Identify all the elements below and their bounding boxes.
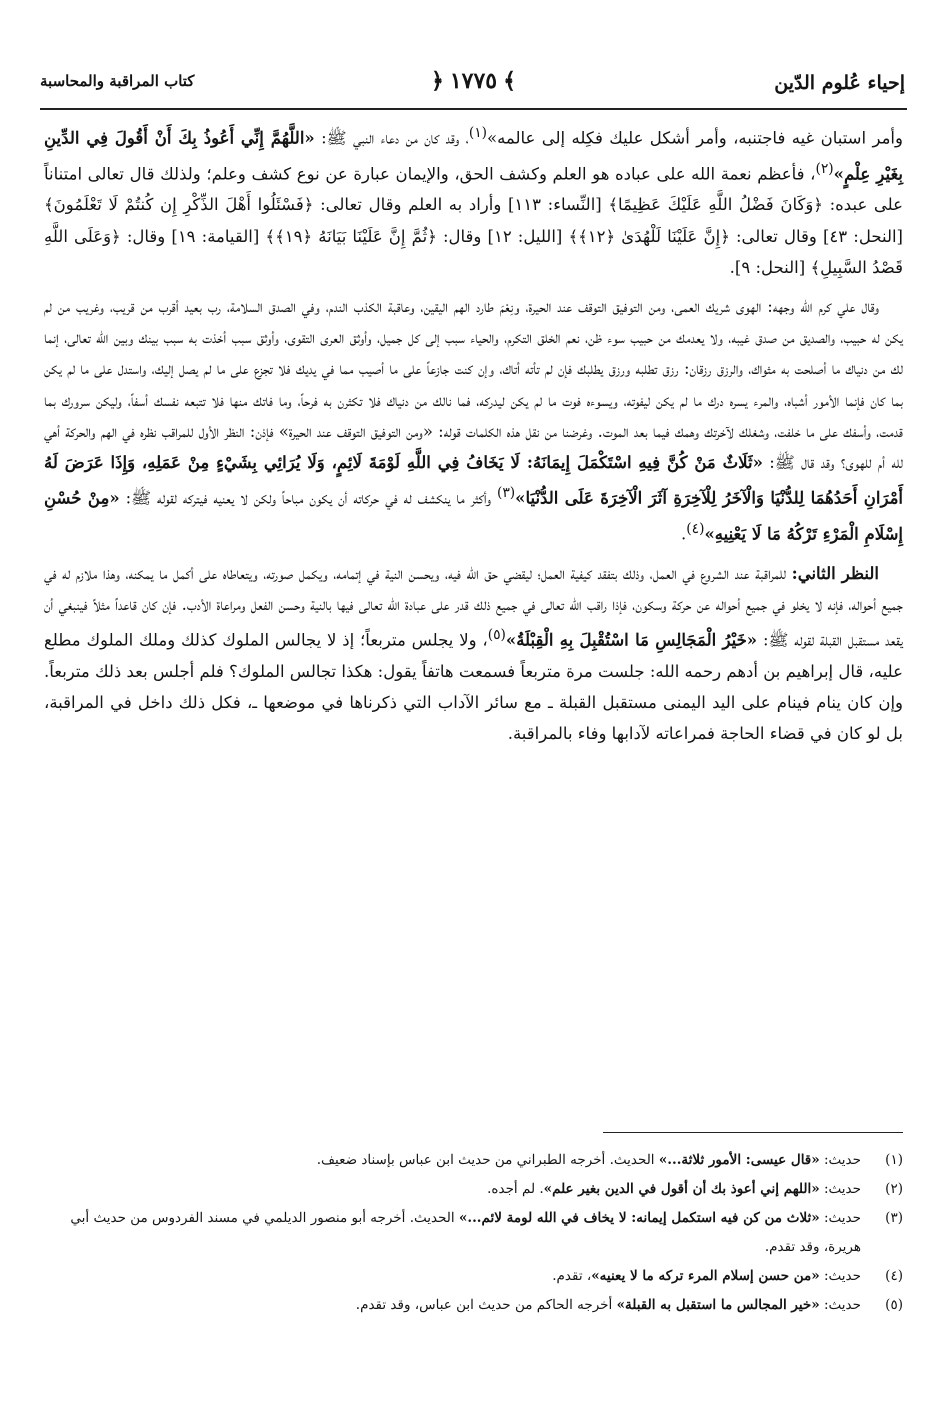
text-run: حديث:	[819, 1152, 861, 1168]
footnote-divider	[603, 1132, 903, 1133]
hadith-quote: «ثَلَاثٌ مَنْ كُنَّ فِيهِ اسْتَكْمَلَ إِيمَانَهُ: لَا يَخَافُ فِي اللَّهِ لَوْمَةَ لَائِمٍ، وَلَا يُرَائِي بِشَيْءٍ مِنْ عَمَلِهِ، وَإِذَا عَرَضَ لَهُ أَمْرَانِ أَحَدُهُمَا لِلدُّنْيَا وَالْآخَرُ لِلْآخِرَةِ آثَرَ الْآخِرَةَ عَلَى الدُّنْيَا»	[44, 453, 904, 508]
hadith-quote: «اللَّهُمَّ إِنِّي أَعُوذُ بِكَ أَنْ أَقُولَ فِي الدِّينِ بِغَيْرِ عِلْمٍ»	[44, 128, 903, 184]
hadith-quote: «خَيْرُ الْمَجَالِسِ مَا اسْتُقْبِلَ بِهِ الْقِبْلَةُ»	[505, 630, 758, 650]
footnote-number: (٢)	[885, 1181, 903, 1197]
text-run: ، وقد كان من دعاء النبي ﷺ:	[314, 128, 469, 148]
footnote-text	[44, 1204, 861, 1262]
main-text	[44, 118, 903, 757]
footnote	[44, 1262, 903, 1291]
footnote	[44, 1291, 903, 1320]
footnote-ref: (٣)	[497, 485, 516, 502]
hadith-quote: «اللهم إني أعوذ بك أن أقول في الدين بغير علم»	[543, 1181, 820, 1197]
hadith-quote: «مِنْ حُسْنِ إِسْلَامِ الْمَرْءِ تَرْكُهُ مَا لَا يَعْنِيهِ»	[44, 488, 903, 544]
text-run: الحديث. أخرجه أبو منصور الديلمي في مسند الفردوس من حديث أبي هريرة، وقد تقدم.	[70, 1210, 861, 1255]
footnote-number: (١)	[885, 1152, 903, 1168]
footnote	[44, 1146, 903, 1175]
text-run: للمراقبة عند الشروع في العمل، وذلك بتفقد كيفية العمل؛ ليقضي حق الله فيه، ويحسن النية في إتمامه، ويكمل صورته، ويتعاطاه على أكمل ما يمكنه، وهذا ملازم له في جميع أحواله، فإنه لا يخلو في جميع أحواله عن حركة وسكون، فإذا راقب الله تعالى في جميع ذلك قدر على عبادة الله تعالى فيها بالنية وحسن الفعل ومراعاة الأدب. فإن كان قاعداً مثلاً فينبغي أن يقعد مستقبل القبلة لقوله ﷺ:	[44, 563, 903, 650]
paragraph	[44, 291, 903, 550]
text-run: ، فأعظم نعمة الله على عباده هو العلم وكشف الحق، والإيمان عبارة عن نوع كشف وعلم؛ ولذلك قال تعالى امتناناً على عبده: ﴿وَكَانَ فَضْلُ اللَّهِ عَلَيْكَ عَظِيمًا﴾ [النِّساء: ١١٣] وأراد به العلم وقال تعالى: ﴿فَسْئَلُوا أَهْلَ الذِّكْرِ إِن كُنتُمْ لَا تَعْلَمُونَ﴾ [النحل: ٤٣] وقال تعالى: ﴿إِنَّ عَلَيْنَا لَلْهُدَىٰ ﴿١٢﴾﴾ [الليل: ١٢] وقال: ﴿ثُمَّ إِنَّ عَلَيْنَا بَيَانَهُ ﴿١٩﴾﴾ [القيامة: ١٩] وقال: ﴿وَعَلَى اللَّهِ قَصْدُ السَّبِيلِ﴾ [النحل: ٩].	[44, 164, 903, 277]
ornament-brace-icon: ﴾	[503, 68, 517, 94]
paragraph	[44, 118, 903, 283]
paragraph	[44, 558, 903, 750]
footnote-ref: (٥)	[487, 627, 506, 644]
footnote-number: (٣)	[885, 1210, 903, 1226]
text-run: وأكثر ما ينكشف له في حركاته أن يكون مباحاً ولكن لا يعنيه فيتركه لقوله ﷺ:	[119, 488, 497, 508]
page-number-value: ١٧٧٥	[449, 68, 498, 94]
footnote-ref: (١)	[468, 125, 487, 141]
hadith-quote: «قال عيسى: الأمور ثلاثة...»	[658, 1152, 820, 1168]
footnote	[44, 1175, 903, 1204]
hadith-quote: «ثلاث من كن فيه استكمل إيمانه: لا يخاف في الله لومة لائم...»	[458, 1210, 820, 1226]
header-divider	[40, 108, 907, 110]
ornament-brace-icon: ﴿	[430, 68, 444, 94]
text-run: ، تقدم.	[552, 1268, 592, 1284]
text-run: حديث:	[819, 1297, 861, 1313]
footnote-text	[44, 1146, 861, 1175]
text-run: حديث:	[819, 1210, 861, 1226]
text-run: أخرجه الحاكم من حديث ابن عباس، وقد تقدم.	[355, 1297, 617, 1313]
text-run: وقال علي كرم الله وجهه: الهوى شريك العمى، ومن التوفيق التوقف عند الحيرة، ونِعْمَ طارد الهم اليقين، وعاقبة الكذب الندم، وفي الصدق السلامة، رب بعيد أقرب من قريب، وغريب من لم يكن له حبيب، والصديق من صدق غيبه، ولا يعدمك من حبيب سوء ظن، نعم الخلق التكرم، والحياء سبب إلى كل جميل، وأوثق العرى التقوى، وأوثق سبب أخذت به سبب بينك وبين الله تعالى، إنما لك من دنياك ما أصلحت به مثواك، والرزق رزقان: رزق تطلبه ورزق يطلبك فإن لم تأته أتاك، وإن كنت جازعاً على ما أصيب مما في يديك فلا تجزع على ما لم يصل إليك، واستدل على ما لم يكن بما كان فإنما الأمور أشباه، والمرء يسره درك ما لم يكن ليفوته، ويسوءه فوت ما لم يكن ليدركه، فما نالك من دنياك فلا تكثرن به فرحاً، وما فاتك منها فلا تتبعه نفسك أسفاً، وليكن سرورك بما قدمت، وأسفك على ما خلفت، وشغلك لآخرتك وهمك فيما بعد الموت. وغرضنا من نقل هذه الكلمات قوله: «ومن التوفيق التوقف عند الحيرة» فإذن: النظر الأول للمراقب نظره في الهم والحركة أهي لله أم للهوى؟ وقد قال ﷺ:	[44, 297, 903, 473]
section-heading: النظر الثاني:	[791, 563, 880, 583]
text-run: .	[681, 524, 687, 544]
text-run: حديث:	[819, 1268, 861, 1284]
footnote-text	[44, 1262, 861, 1291]
hadith-quote: «من حسن إسلام المرء تركه ما لا يعنيه»	[591, 1268, 820, 1284]
text-run: الحديث. أخرجه الطبراني من حديث ابن عباس بإسناد ضعيف.	[316, 1152, 659, 1168]
footnote-number: (٤)	[885, 1268, 903, 1284]
chapter-title: كتاب المراقبة والمحاسبة	[40, 72, 195, 90]
text-run: حديث:	[819, 1181, 861, 1197]
footnotes	[44, 1146, 903, 1320]
text-run: . لم أجده.	[487, 1181, 544, 1197]
footnote-text	[44, 1175, 861, 1204]
text-run: وأمر استبان غيه فاجتنبه، وأمر أشكل عليك فكِله إلى عالمه»	[486, 128, 903, 148]
book-title: إحياء عُلوم الدّين	[774, 72, 905, 94]
footnote-text	[44, 1291, 861, 1320]
text-run: ، ولا يجلس متربعاً؛ إذ لا يجالس الملوك كذلك وملك الملوك مطلع عليه، قال إبراهيم بن أدهم رحمه الله: جلست مرة متربعاً فسمعت هاتفاً يقول: هكذا تجالس الملوك؟ فلم أجلس بعد ذلك متربعاً. وإن كان ينام فينام على اليد اليمنى مستقبل القبلة ـ مع سائر الآداب التي ذكرناها في موضعها ـ، فكل ذلك داخل في المراقبة، بل لو كان في قضاء الحاجة فمراعاته لآدابها وفاء بالمراقبة.	[43, 630, 903, 744]
hadith-quote: «خير المجالس ما استقبل به القبلة»	[616, 1297, 820, 1313]
footnote-ref: (٤)	[686, 520, 705, 537]
footnote-number: (٥)	[885, 1297, 903, 1313]
footnote	[44, 1204, 903, 1262]
footnote-ref: (٢)	[815, 160, 834, 177]
